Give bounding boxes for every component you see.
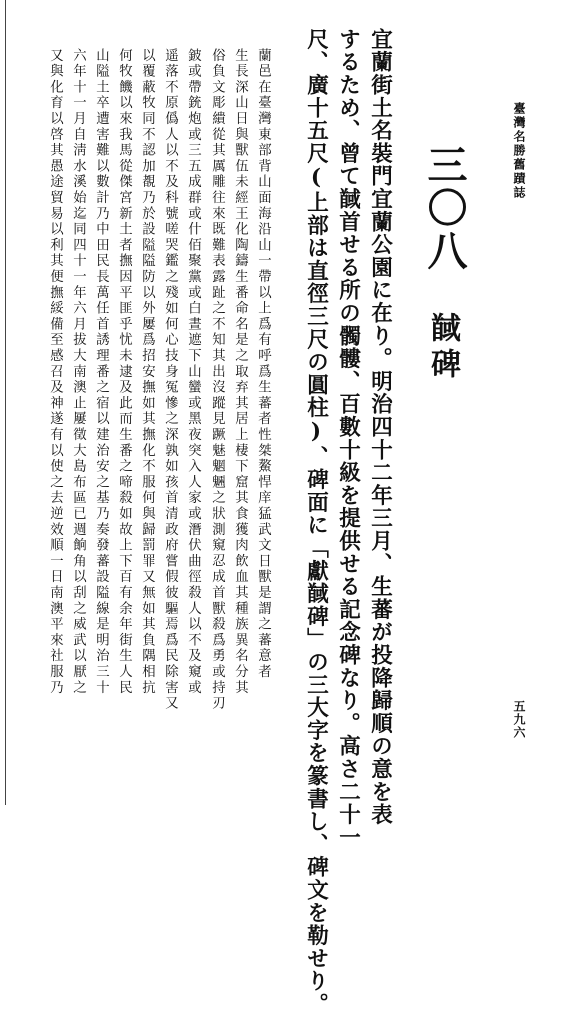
intro-line: 宜蘭街土名裝門宜蘭公園に在り。明治四十二年三月、生蕃が投降歸順の意を表 — [367, 28, 393, 826]
inscription-line: 蘭邑在臺灣東部背山面海沿山一帶以上爲有呼爲生蕃者性桀鰲悍庠猛武文日獸是謂之蕃意者 — [255, 48, 271, 680]
inscription-line: 以覆蔽牧同不認加覩乃於設隘隘防以外屢爲招安撫如其撫化不服何與歸罰罪又無如其負隅相抗 — [139, 48, 155, 696]
inscription-line: 俗負文彫繢從其厲雕往來既難表露趾之不知其出沒蹤見蹶魅魍魎之狀測窺忍成首獸殺爲勇或持刃 — [209, 48, 225, 712]
page-number: 五九六 — [512, 700, 526, 739]
page-frame-line — [5, 0, 6, 805]
running-head: 臺灣名勝舊蹟誌 — [512, 102, 526, 200]
inscription-line: 六年十一月自淸水溪始迄同四十一年六月拔大南澳止屢徵大島布區已週餉角以刮之威武以厭之 — [70, 48, 86, 696]
inscription-line: 生長深山日與獸伍未經王化陶鑄生番命名是之取弃其居上棲下窟其食獲肉飲血其種族異名分其 — [232, 48, 248, 696]
intro-line: するため、曾て馘首せる所の髑髏、百數十級を提供せる記念碑なり。高さ二十一 — [335, 28, 361, 849]
article-title: 馘碑 — [425, 312, 460, 384]
article-number: 三〇八 — [421, 144, 468, 273]
inscription-line: 遥落不原僞人以不及科號嗟哭鑑之殘如何心技身冤慘之深孰如孩首清政府嘗假彼驅焉爲民除害又 — [162, 48, 178, 712]
inscription-line: 鈹或帶銃炮或三五成群或什佰聚黨或白晝遮下山蠻或黑夜突入人家或潛伏曲徑殺人以不及窺或 — [185, 48, 201, 696]
intro-line: 尺、廣十五尺(上部は直徑三尺の圓柱)、碑面に「獻馘碑」の三大字を篆書し、碑文を勒せり。 — [303, 28, 329, 1015]
inscription-line: 又與化育以啓其愚途貿易以利其便撫綏備至感召及神遂有以使之去逆效順一日南澳平來社服乃 — [47, 48, 63, 696]
inscription-line: 山隘土卒遭害難以數計乃中田民長萬任首誘理番之宿以建治安之基乃奏發蕃設隘線是明治三十 — [93, 48, 109, 696]
inscription-line: 何牧饑以來我馬從傑宮新土者撫因平匪乎忧未逮及此而生番之啼殺如故上下百有余年街生人民 — [116, 48, 132, 696]
